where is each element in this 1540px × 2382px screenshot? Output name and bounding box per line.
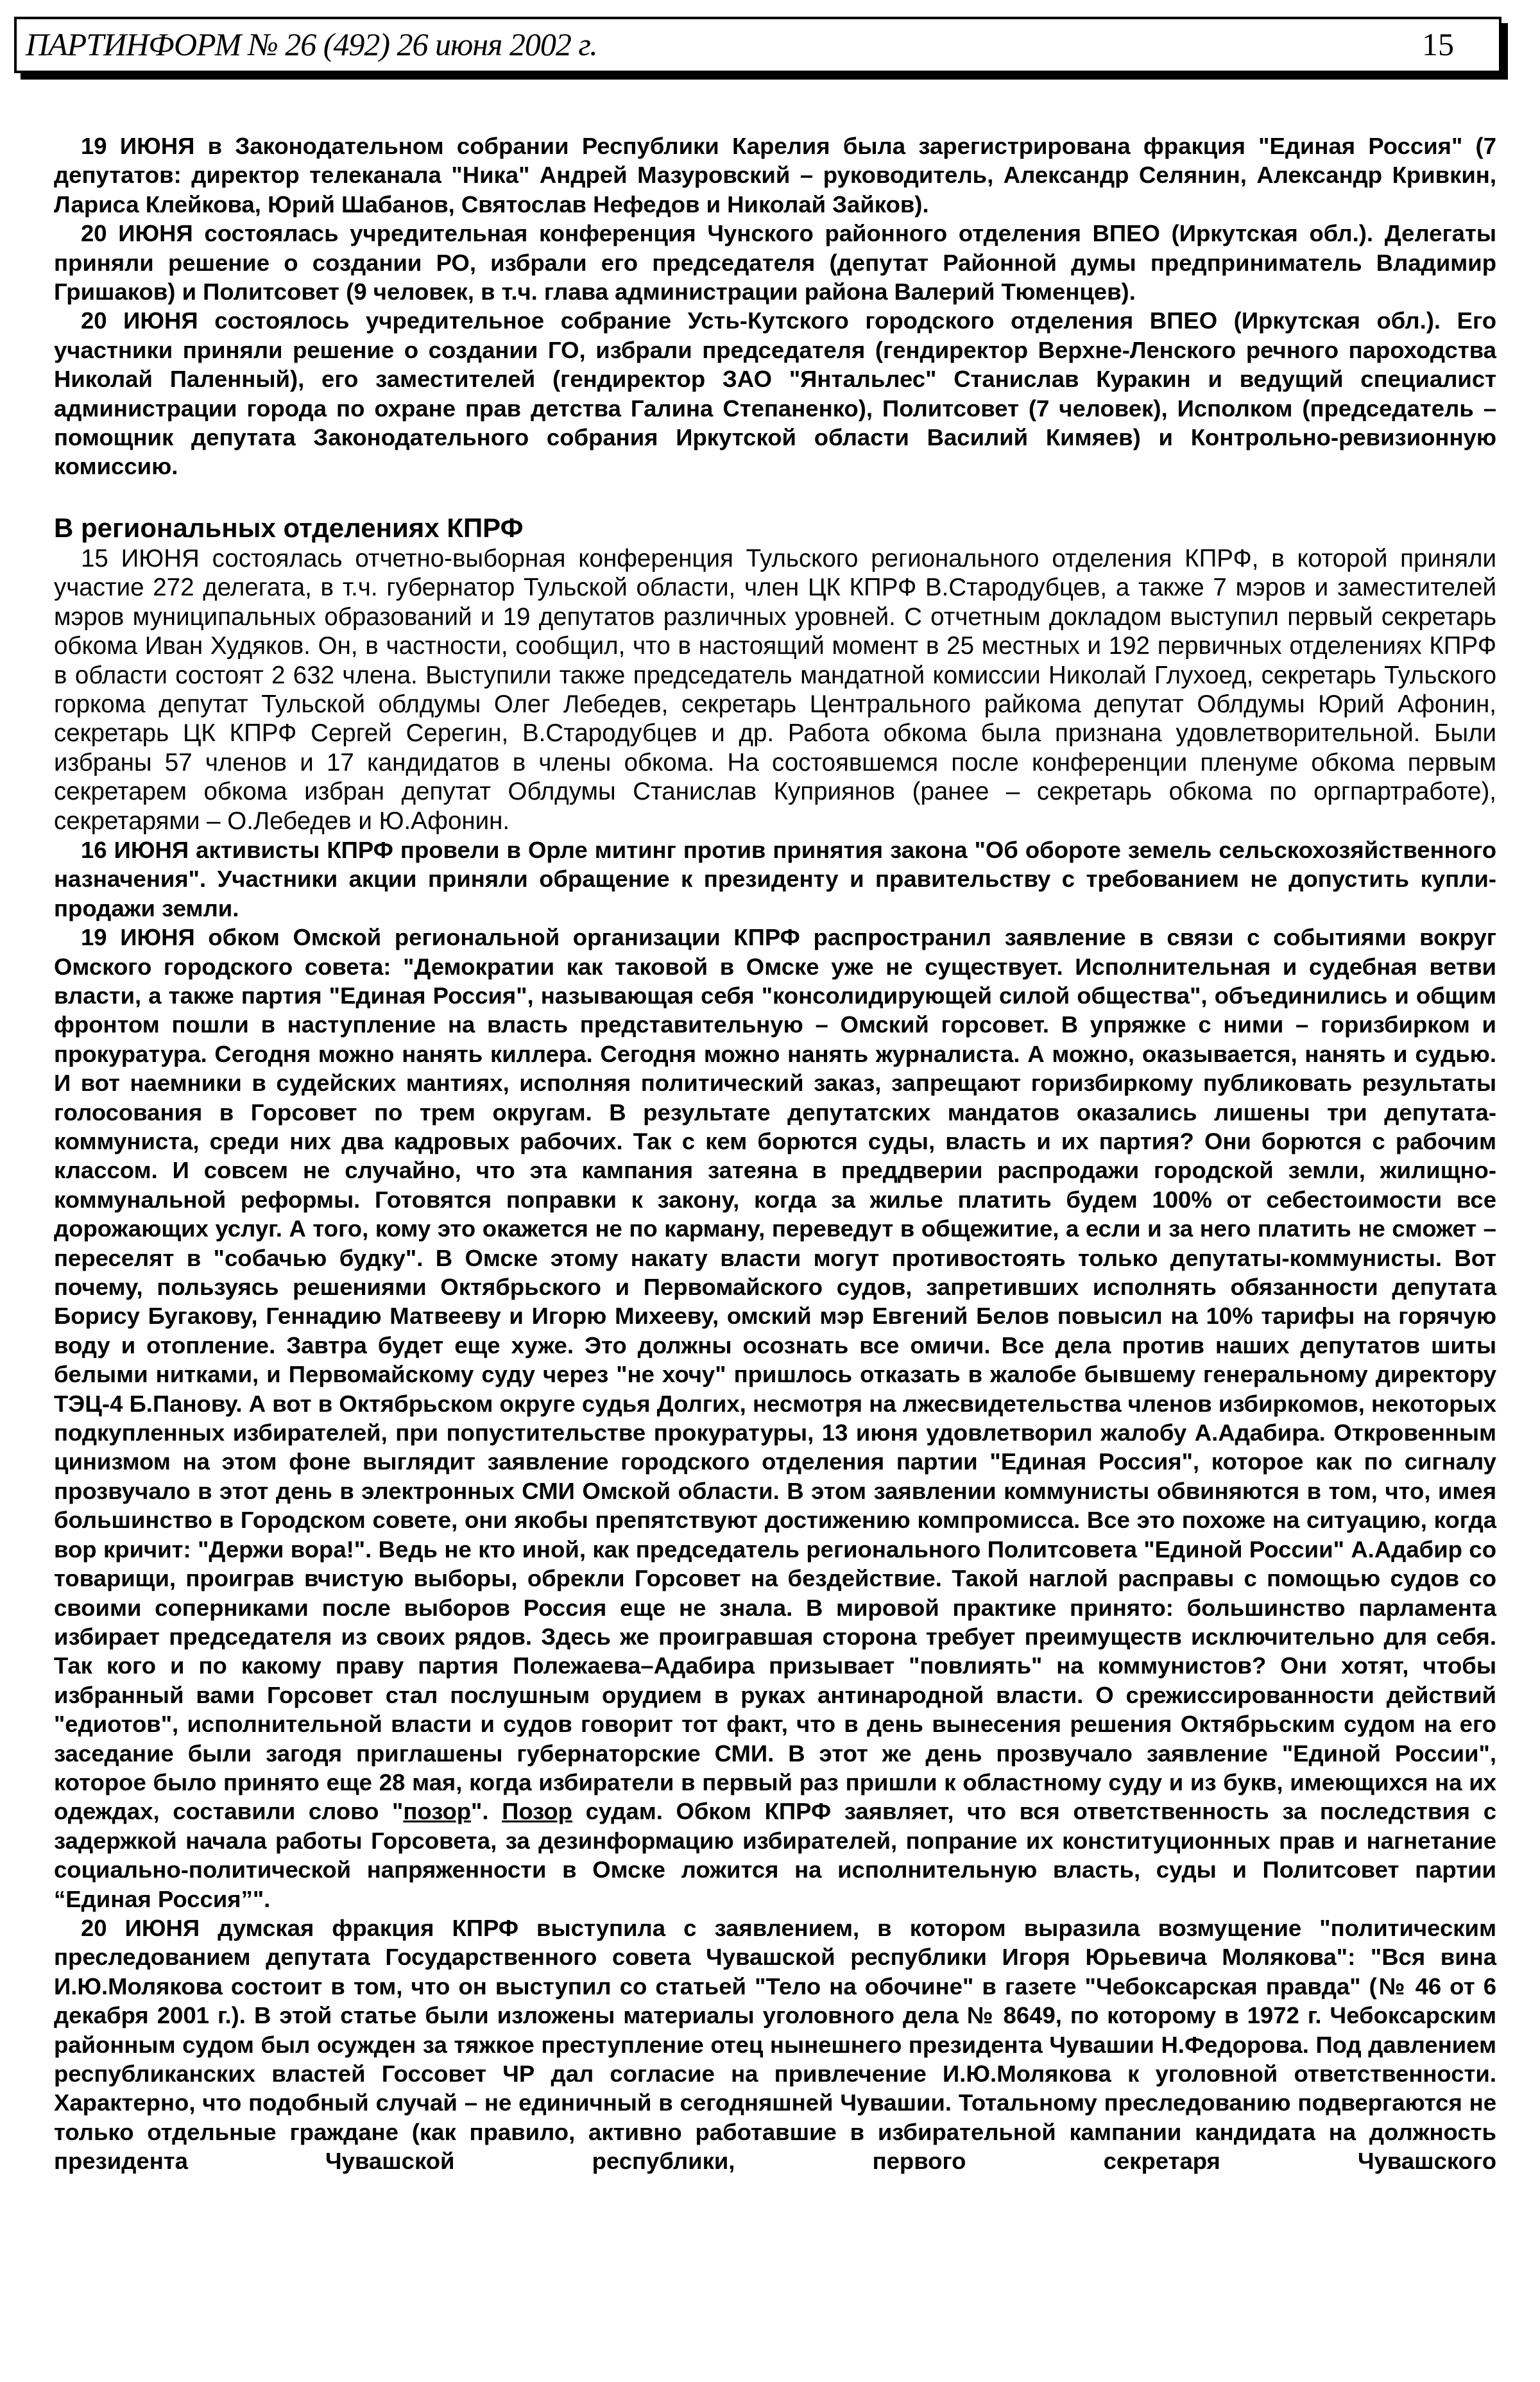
news-paragraph: 20 ИЮНЯ думская фракция КПРФ выступила с заявлением, в котором выразила возмущение "политическим преследованием депутата Государственного совета Чувашской республики Игоря Юрьевича Молякова": "Вся вина И.Ю.Молякова состоит в том, что он выступил со статьей "Тело на обочине" в газете "Чебоксарская правда" (№ 46 от 6 декабря 2001 г.). В этой статье были изложены материалы уголовного дела № 8649, по которому в 1972 г. Чебоксарским районным судом был осужден за тяжкое преступление отец нынешнего президента Чувашии Н.Федорова. Под давлением республиканских властей Госсовет ЧР дал согласие на привлечение И.Ю.Молякова к уголовной ответственности. Характерно, что подобный случай – не единичный в сегодняшней Чувашии. Тотальному преследованию подвергаются не только отдельные граждане (как правило, активно работавшие в избирательной кампании кандидата на должность президента Чувашской республики, первого секретаря Чувашского [54,1914,1496,2175]
news-paragraph [54,923,1496,1914]
underlined-word: Позор [502,1798,572,1825]
article-body [54,132,1496,2176]
paragraph-text: ". [471,1798,502,1825]
paragraph-text: судам. Обком КПРФ заявляет, что вся ответственность за последствия с задержкой начала работы Горсовета, за дезинформацию избирателей, попрание их конституционных прав и нагнетание социально-политической напряженности в Омске ложится на исполнительную власть, суды и Политсовет партии “Единая Россия”". [54,1798,1496,1912]
news-paragraph: 19 ИЮНЯ в Законодательном собрании Республики Карелия была зарегистрирована фракция "Единая Россия" (7 депутатов: директор телеканала "Ника" Андрей Мазуровский – руководитель, Александр Селянин, Александр Кривкин, Лариса Клейкова, Юрий Шабанов, Святослав Нефедов и Николай Зайков). [54,133,1496,218]
news-paragraph: 15 ИЮНЯ состоялась отчетно-выборная конференция Тульского регионального отделения КПРФ, в которой приняли участие 272 делегата, в т.ч. губернатор Тульской области, член ЦК КПРФ В.Стародубцев, а также 7 мэров и заместителей мэров муниципальных образований и 19 депутатов различных уровней. С отчетным докладом выступил первый секретарь обкома Иван Худяков. Он, в частности, сообщил, что в настоящий момент в 25 местных и 192 первичных отделениях КПРФ в области состоят 2 632 члена. Выступили также председатель мандатной комиссии Николай Глухоед, секретарь Тульского горкома депутат Тульской облдумы Олег Лебедев, секретарь Центрального райкома депутат Облдумы Юрий Афонин, секретарь ЦК КПРФ Сергей Серегин, В.Стародубцев и др. Работа обкома была признана удовлетворительной. Были избраны 57 членов и 17 кандидатов в члены обкома. На состоявшемся после конференции пленуме обкома первым секретарем обкома избран депутат Облдумы Станислав Куприянов (ранее – секретарь обкома по оргпартработе), секретарями – О.Лебедев и Ю.Афонин. [54,544,1496,835]
page-number: 15 [1422,26,1454,62]
news-paragraph: 20 ИЮНЯ состоялось учредительное собрание Усть-Кутского городского отделения ВПЕО (Иркутская обл.). Его участники приняли решение о создании ГО, избрали председателя (гендиректор Верхне-Ленского речного пароходства Николай Паленный), его заместителей (гендиректор ЗАО "Янтальлес" Станислав Куракин и ведущий специалист администрации города по охране прав детства Галина Степаненко), Политсовет (7 человек), Исполком (председатель – помощник депутата Законодательного собрания Иркутской области Василий Кимяев) и Контрольно-ревизионную комиссию. [54,307,1496,480]
paragraph-text: 19 ИЮНЯ обком Омской региональной организации КПРФ распространил заявление в связи с событиями вокруг Омского городского совета: "Демократии как таковой в Омске уже не существует. Исполнительная и судебная ветви власти, а также партия "Единая Россия", называющая себя "консолидирующей силой общества", объединились и общим фронтом пошли в наступление на власть представительную – Омский горсовет. В упряжке с ними – горизбирком и прокуратура. Сегодня можно нанять киллера. Сегодня можно нанять журналиста. А можно, оказывается, нанять и судью. И вот наемники в судейских мантиях, исполняя политический заказ, запрещают горизбиркому публиковать результаты голосования в Горсовет по трем округам. В результате депутатских мандатов оказались лишены три депутата-коммуниста, среди них два кадровых рабочих. Так с кем борются суды, власть и их партия? Они борются с рабочим классом. И совсем не случайно, что эта кампания затеяна в преддверии распродажи городской земли, жилищно-коммунальной реформы. Готовятся поправки к закону, когда за жилье платить будем 100% от себестоимости все дорожающих услуг. А того, кому это окажется не по карману, переведут в общежитие, а если и за него платить не сможет – переселят в "собачью будку". В Омске этому накату власти могут противостоять только депутаты-коммунисты. Вот почему, пользуясь решениями Октябрьского и Первомайского судов, запретивших исполнять обязанности депутата Борису Бугакову, Геннадию Матвееву и Игорю Михееву, омский мэр Евгений Белов повысил на 10% тарифы на горячую воду и отопление. Завтра будет еще хуже. Это должны осознать все омичи. Все дела против наших депутатов шиты белыми нитками, и Первомайскому суду через "не хочу" пришлось отказать в жалобе бывшему генеральному директору ТЭЦ-4 Б.Панову. А вот в Октябрьском округе судья Долгих, несмотря на лжесвидетельства членов избиркомов, некоторых подкупленных избирателей, при попустительстве прокуратуры, 13 июня удовлетворил жалобу А.Адабира. Откровенным цинизмом на этом фоне выглядит заявление городского отделения партии "Единая Россия", которое как по сигналу прозвучало в этот день в электронных СМИ Омской области. В этом заявлении коммунисты обвиняются в том, что, имея большинство в Городском совете, они якобы препятствуют достижению компромисса. Все это похоже на ситуацию, когда вор кричит: "Держи вора!". Ведь не кто иной, как председатель регионального Политсовета "Единой России" А.Адабир со товарищи, проиграв вчистую выборы, обрекли Горсовет на бездействие. Такой наглой расправы с помощью судов со своими соперниками после выборов Россия еще не знала. В мировой практике принято: большинство парламента избирает председателя из своих рядов. Здесь же проигравшая сторона требует преимуществ исключительно для себя. Так кого и по какому праву партия Полежаева–Адабира призывает "повлиять" на коммунистов? Они хотят, чтобы избранный вами Горсовет стал послушным орудием в руках антинародной власти. О срежиссированности действий "едиотов", исполнительной власти и судов говорит тот факт, что в день вынесения решения Октябрьским судом на его заседание были загодя приглашены губернаторские СМИ. В этот же день прозвучало заявление "Единой России", которое было принято еще 28 мая, когда избиратели в первый раз пришли к областному суду и из букв, имеющихся на их одеждах, составили слово " [54,924,1496,1825]
underlined-word: позор [403,1798,472,1825]
news-paragraph: 20 ИЮНЯ состоялась учредительная конференция Чунского районного отделения ВПЕО (Иркутская обл.). Делегаты приняли решение о создании РО, избрали его председателя (депутат Районной думы предприниматель Владимир Гришаков) и Политсовет (9 человек, в т.ч. глава администрации района Валерий Тюменцев). [54,220,1496,305]
news-paragraph: 16 ИЮНЯ активисты КПРФ провели в Орле митинг против принятия закона "Об обороте земель сельскохозяйственного назначения". Участники акции приняли обращение к президенту и правительству с требованием не допустить купли-продажи земли. [54,836,1496,921]
publication-title: ПАРТИНФОРМ № 26 (492) 26 июня 2002 г. [26,26,597,62]
section-heading: В региональных отделениях КПРФ [54,512,524,543]
page-header [14,17,1502,73]
